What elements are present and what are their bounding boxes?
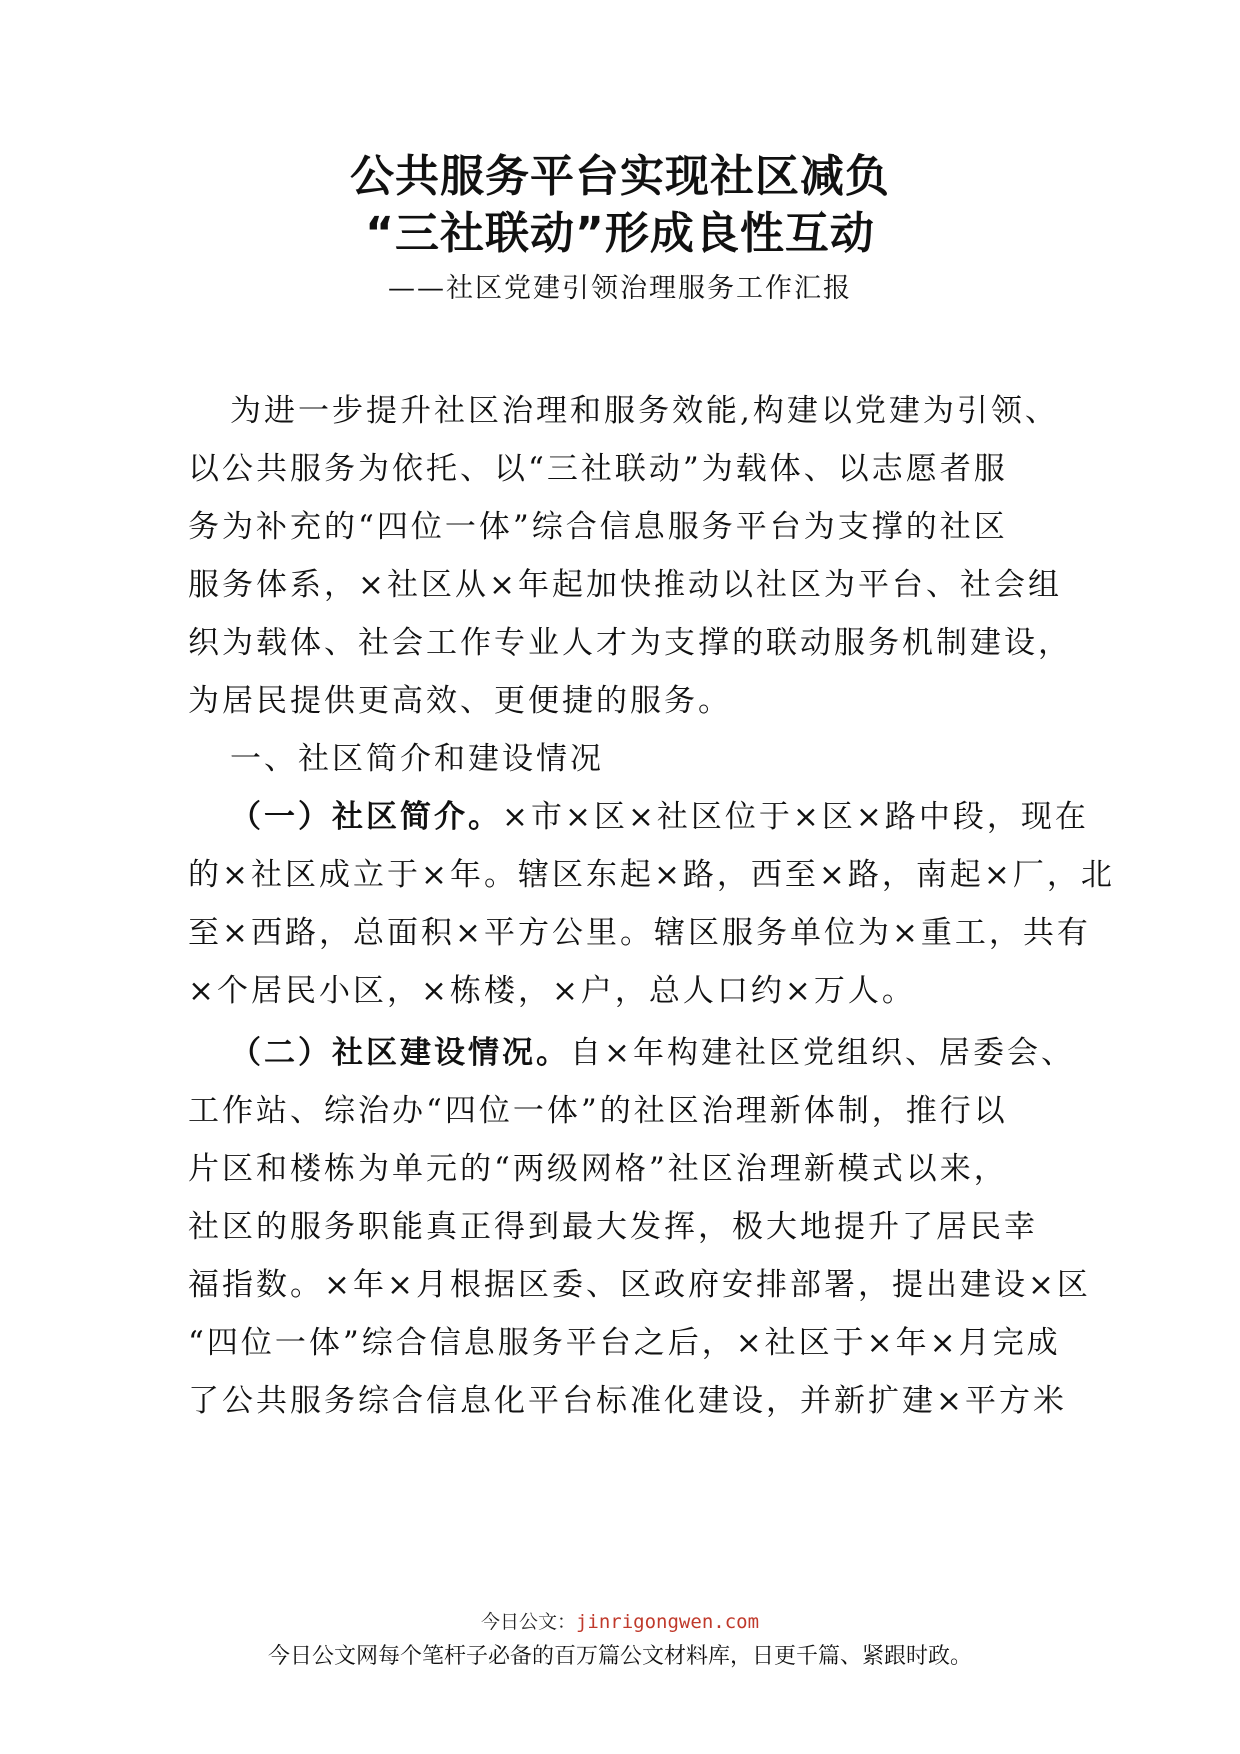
sub2-line-4: 社区的服务职能真正得到最大发挥，极大地提升了居民幸 (188, 1209, 1038, 1245)
sub1-line-3: 至×西路，总面积×平方公里。辖区服务单位为×重工，共有 (188, 915, 1091, 951)
sub2-line-7: 了公共服务综合信息化平台标准化建设，并新扩建×平方米 (188, 1383, 1067, 1419)
document-title-line-2: “三社联动”形成良性互动 (365, 208, 875, 259)
footer-tagline: 今日公文网每个笔杆子必备的百万篇公文材料库，日更千篇、紧跟时政。 (267, 1644, 972, 1669)
intro-line-1: 为进一步提升社区治理和服务效能,构建以党建为引领、 (230, 393, 1059, 429)
sub1-line-2: 的×社区成立于×年。辖区东起×路，西至×路，南起×厂，北 (188, 857, 1115, 893)
sub1-label: （一）社区简介。 (230, 799, 502, 835)
sub1-first-text: ×市×区×社区位于×区×路中段，现在 (502, 799, 1089, 835)
intro-line-6: 为居民提供更高效、更便捷的服务。 (188, 683, 732, 719)
document-subtitle: ——社区党建引领治理服务工作汇报 (388, 273, 852, 304)
footer-site-link[interactable]: jinrigongwen.com (575, 1611, 760, 1633)
document-title-line-1: 公共服务平台实现社区减负 (350, 151, 890, 202)
intro-line-5: 织为载体、社会工作专业人才为支撑的联动服务机制建设， (188, 625, 1072, 661)
sub1-first-line (230, 791, 1089, 836)
sub2-line-2: 工作站、综治办“四位一体”的社区治理新体制，推行以 (188, 1093, 1008, 1129)
sub2-line-6: “四位一体”综合信息服务平台之后，×社区于×年×月完成 (188, 1325, 1061, 1361)
sub2-line-3: 片区和楼栋为单元的“两级网格”社区治理新模式以来， (188, 1151, 1008, 1187)
section-1-heading: 一、社区简介和建设情况 (230, 741, 604, 777)
sub2-label: （二）社区建设情况。 (230, 1035, 570, 1071)
sub1-line-4: ×个居民小区，×栋楼，×户，总人口约×万人。 (188, 973, 916, 1009)
intro-line-3: 务为补充的“四位一体”综合信息服务平台为支撑的社区 (188, 509, 1008, 545)
intro-line-2: 以公共服务为依托、以“三社联动”为载体、以志愿者服 (188, 451, 1008, 487)
footer-site-label: 今日公文： (480, 1611, 576, 1633)
footer-site (0, 1607, 1240, 1634)
sub2-line-5: 福指数。×年×月根据区委、区政府安排部署，提出建设×区 (188, 1267, 1091, 1303)
intro-line-4: 服务体系，×社区从×年起加快推动以社区为平台、社会组 (188, 567, 1062, 603)
sub2-first-text: 自×年构建社区党组织、居委会、 (570, 1035, 1075, 1071)
sub2-first-line (230, 1027, 1075, 1072)
